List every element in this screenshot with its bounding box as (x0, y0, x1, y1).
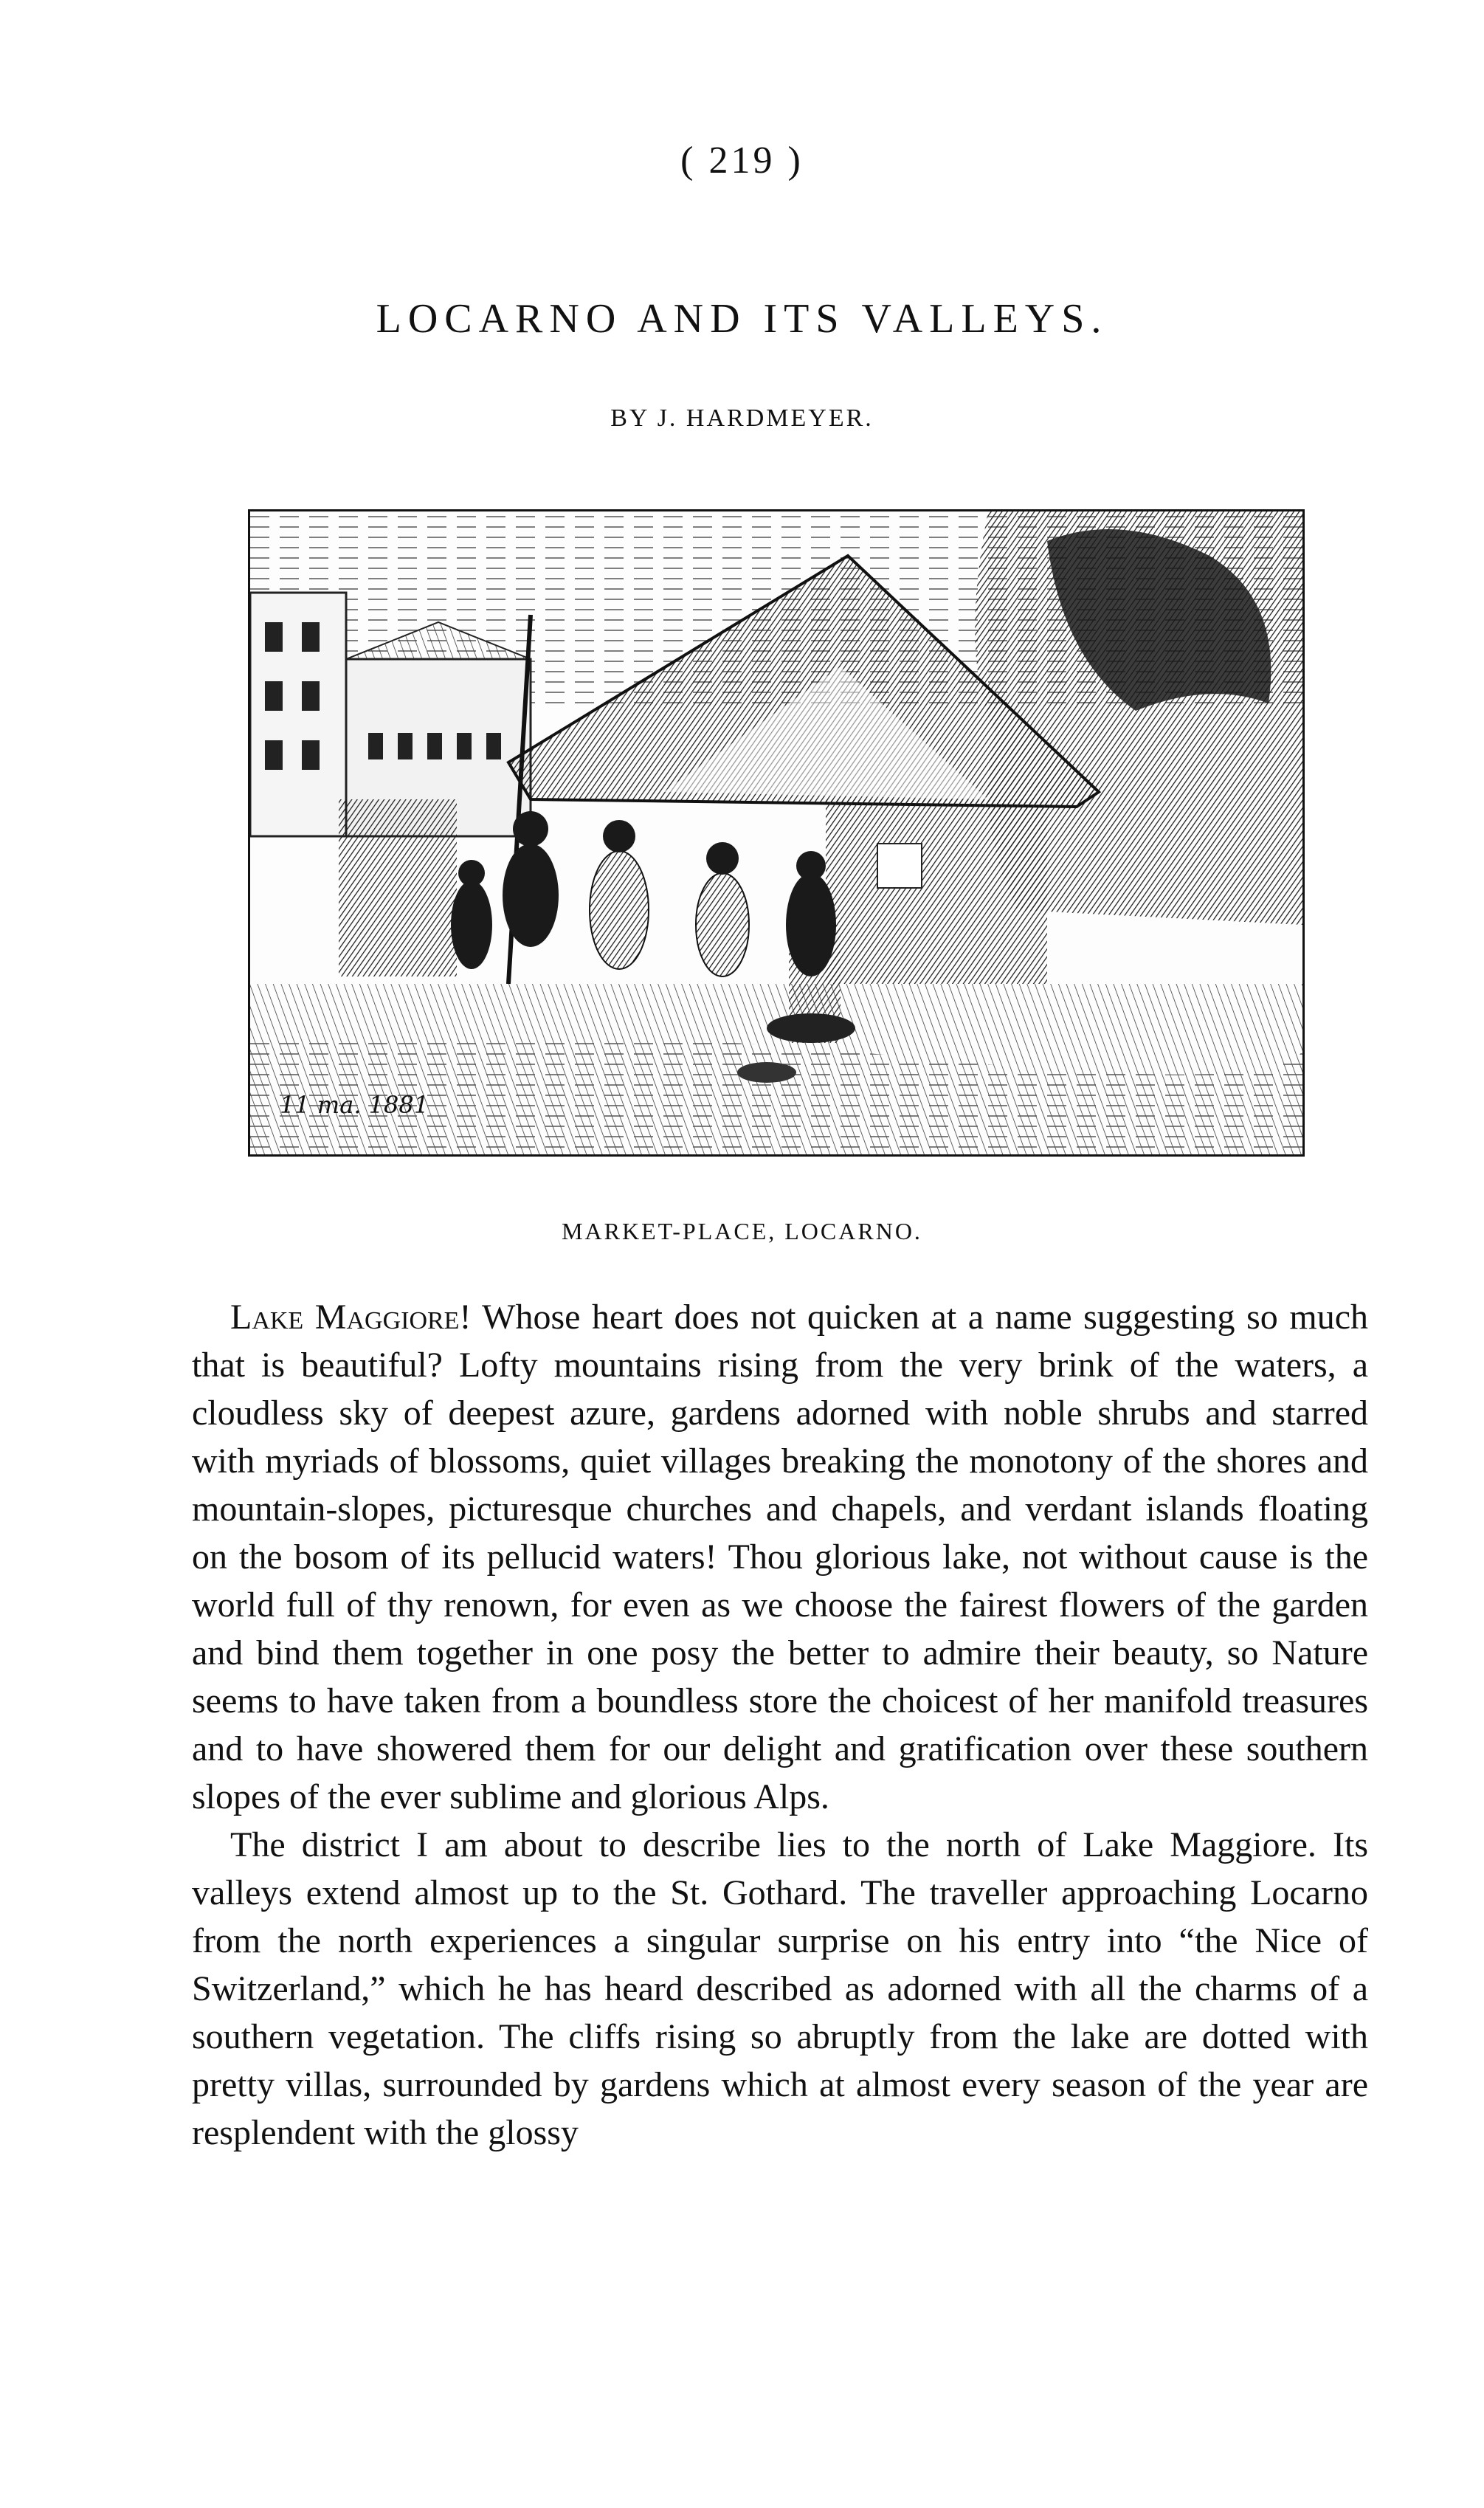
paragraph-2-text: The district I am about to describe lies to the north of Lake Maggiore. Its valleys extend almost up to the St. Gothard. The traveller approaching Locarno from the north experiences a singular surprise on his entry into “the Nice of Switzerland,” which he has heard described as adorned with all the charms of a southern vegetation. The cliffs rising so abruptly from the lake are dotted with pretty villas, surrounded by gardens which at almost every season of the year are resplendent with the glossy (192, 1825, 1368, 2152)
artist-signature: 11 ma. 1881 (280, 1091, 429, 1119)
body-text (192, 1293, 1368, 2157)
article-title: LOCARNO AND ITS VALLEYS. (376, 296, 1108, 342)
paragraph-1 (192, 1293, 1368, 1821)
illustration-caption: MARKET-PLACE, LOCARNO. (562, 1218, 922, 1244)
paragraph-lead: Lake Maggiore! (230, 1298, 472, 1337)
market-place-engraving (248, 509, 1305, 1157)
paragraph-1-text: Whose heart does not quicken at a name suggesting so much that is beautiful? Lofty mountains rising from the very brink of the waters, a cloudless sky of deepest azure, gardens adorned with noble shrubs and starred with myriads of blossoms, quiet villages breaking the monotony of the shores and mountain-slopes, picturesque churches and chapels, and verdant islands floating on the bosom of its pellucid waters! Thou glorious lake, not without cause is the world full of thy renown, for even as we choose the fairest flowers of the garden and bind them together in one posy the better to admire their beauty, so Nature seems to have taken from a boundless store the choicest of her manifold treasures and to have showered them for our delight and gratification over these southern slopes of the ever sublime and glorious Alps. (192, 1298, 1369, 1816)
page-number: ( 219 ) (680, 139, 804, 182)
paragraph-2 (192, 1821, 1368, 2157)
byline: BY J. HARDMEYER. (610, 404, 874, 432)
